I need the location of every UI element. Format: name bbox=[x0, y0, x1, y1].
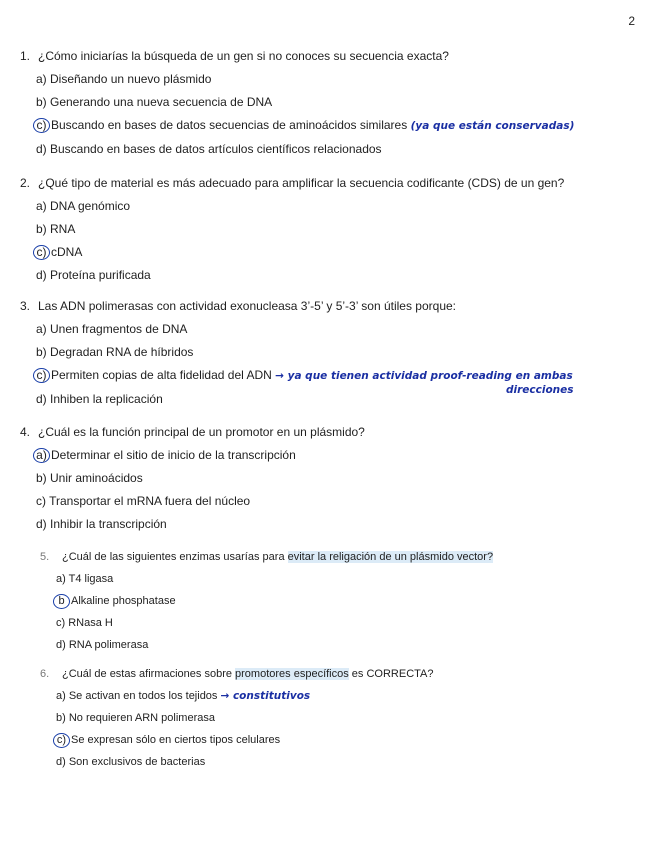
page-number: 2 bbox=[628, 14, 635, 28]
answer-circle: c) bbox=[33, 118, 50, 133]
option-a[interactable]: a) DNA genómico bbox=[36, 199, 131, 213]
answer-circle: b bbox=[53, 594, 70, 609]
option-c-selected[interactable]: c) Buscando en bases de datos secuencias de aminoácidos similares (ya que están conservadas) bbox=[36, 117, 574, 134]
option-d[interactable]: d) Buscando en bases de datos artículos científicos relacionados bbox=[36, 142, 382, 156]
text-highlight: promotores específicos bbox=[235, 668, 349, 680]
answer-circle: c) bbox=[33, 368, 50, 383]
option-d[interactable]: d) Son exclusivos de bacterias bbox=[56, 756, 206, 768]
option-c-selected[interactable]: c) cDNA bbox=[36, 244, 564, 260]
question-6 bbox=[40, 666, 434, 770]
handwritten-note: → constitutivos bbox=[220, 690, 311, 702]
option-a-selected[interactable]: a) Determinar el sitio de inicio de la transcripción bbox=[36, 447, 365, 463]
question-text: 6. ¿Cuál de estas afirmaciones sobre promotores específicos es CORRECTA? bbox=[40, 668, 434, 680]
option-b[interactable]: b) Generando una nueva secuencia de DNA bbox=[36, 95, 273, 109]
option-d[interactable]: d) Inhiben la replicación bbox=[36, 392, 163, 406]
question-text: 1. ¿Cómo iniciarías la búsqueda de un gen si no conoces su secuencia exacta? bbox=[20, 49, 449, 63]
handwritten-note-continuation: direcciones bbox=[506, 384, 574, 396]
option-c-selected[interactable]: c) Permiten copias de alta fidelidad del ADN → ya que tienen actividad proof-reading en ambas direcciones bbox=[36, 367, 573, 384]
question-3 bbox=[20, 298, 573, 407]
option-b[interactable]: b) No requieren ARN polimerasa bbox=[56, 712, 215, 724]
option-c[interactable]: c) RNasa H bbox=[56, 617, 113, 629]
option-a[interactable]: a) T4 ligasa bbox=[56, 573, 114, 585]
option-d[interactable]: d) RNA polimerasa bbox=[56, 639, 149, 651]
option-d[interactable]: d) Proteína purificada bbox=[36, 268, 151, 282]
question-5 bbox=[40, 549, 493, 653]
question-text: 2. ¿Qué tipo de material es más adecuado para amplificar la secuencia codificante (CDS) de un gen? bbox=[20, 176, 565, 190]
option-d[interactable]: d) Inhibir la transcripción bbox=[36, 517, 167, 531]
question-text: 4. ¿Cuál es la función principal de un promotor en un plásmido? bbox=[20, 425, 365, 439]
question-text: 5. ¿Cuál de las siguientes enzimas usarías para evitar la religación de un plásmido vector? bbox=[40, 551, 494, 563]
option-b[interactable]: b) RNA bbox=[36, 222, 76, 236]
option-c-selected[interactable]: c) Se expresan sólo en ciertos tipos celulares bbox=[56, 732, 434, 748]
question-4 bbox=[20, 424, 365, 532]
option-a[interactable]: a) Unen fragmentos de DNA bbox=[36, 322, 188, 336]
option-a[interactable]: a) Diseñando un nuevo plásmido bbox=[36, 72, 212, 86]
option-c[interactable]: c) Transportar el mRNA fuera del núcleo bbox=[36, 494, 251, 508]
option-b[interactable]: b) Unir aminoácidos bbox=[36, 471, 143, 485]
answer-circle: c) bbox=[53, 733, 70, 748]
question-1 bbox=[20, 48, 574, 157]
question-text: 3. Las ADN polimerasas con actividad exonucleasa 3’-5’ y 5’-3’ son útiles porque: bbox=[20, 299, 457, 313]
option-a[interactable]: a) Se activan en todos los tejidos → constitutivos bbox=[56, 690, 311, 702]
handwritten-note: (ya que están conservadas) bbox=[410, 120, 575, 132]
answer-circle: a) bbox=[33, 448, 50, 463]
option-b[interactable]: b) Degradan RNA de híbridos bbox=[36, 345, 194, 359]
text-highlight: evitar la religación de un plásmido vector? bbox=[287, 551, 494, 563]
option-b-selected[interactable]: b Alkaline phosphatase bbox=[56, 593, 493, 609]
question-2 bbox=[20, 175, 564, 283]
answer-circle: c) bbox=[33, 245, 50, 260]
handwritten-note: → ya que tienen actividad proof-reading en ambas bbox=[275, 370, 573, 382]
